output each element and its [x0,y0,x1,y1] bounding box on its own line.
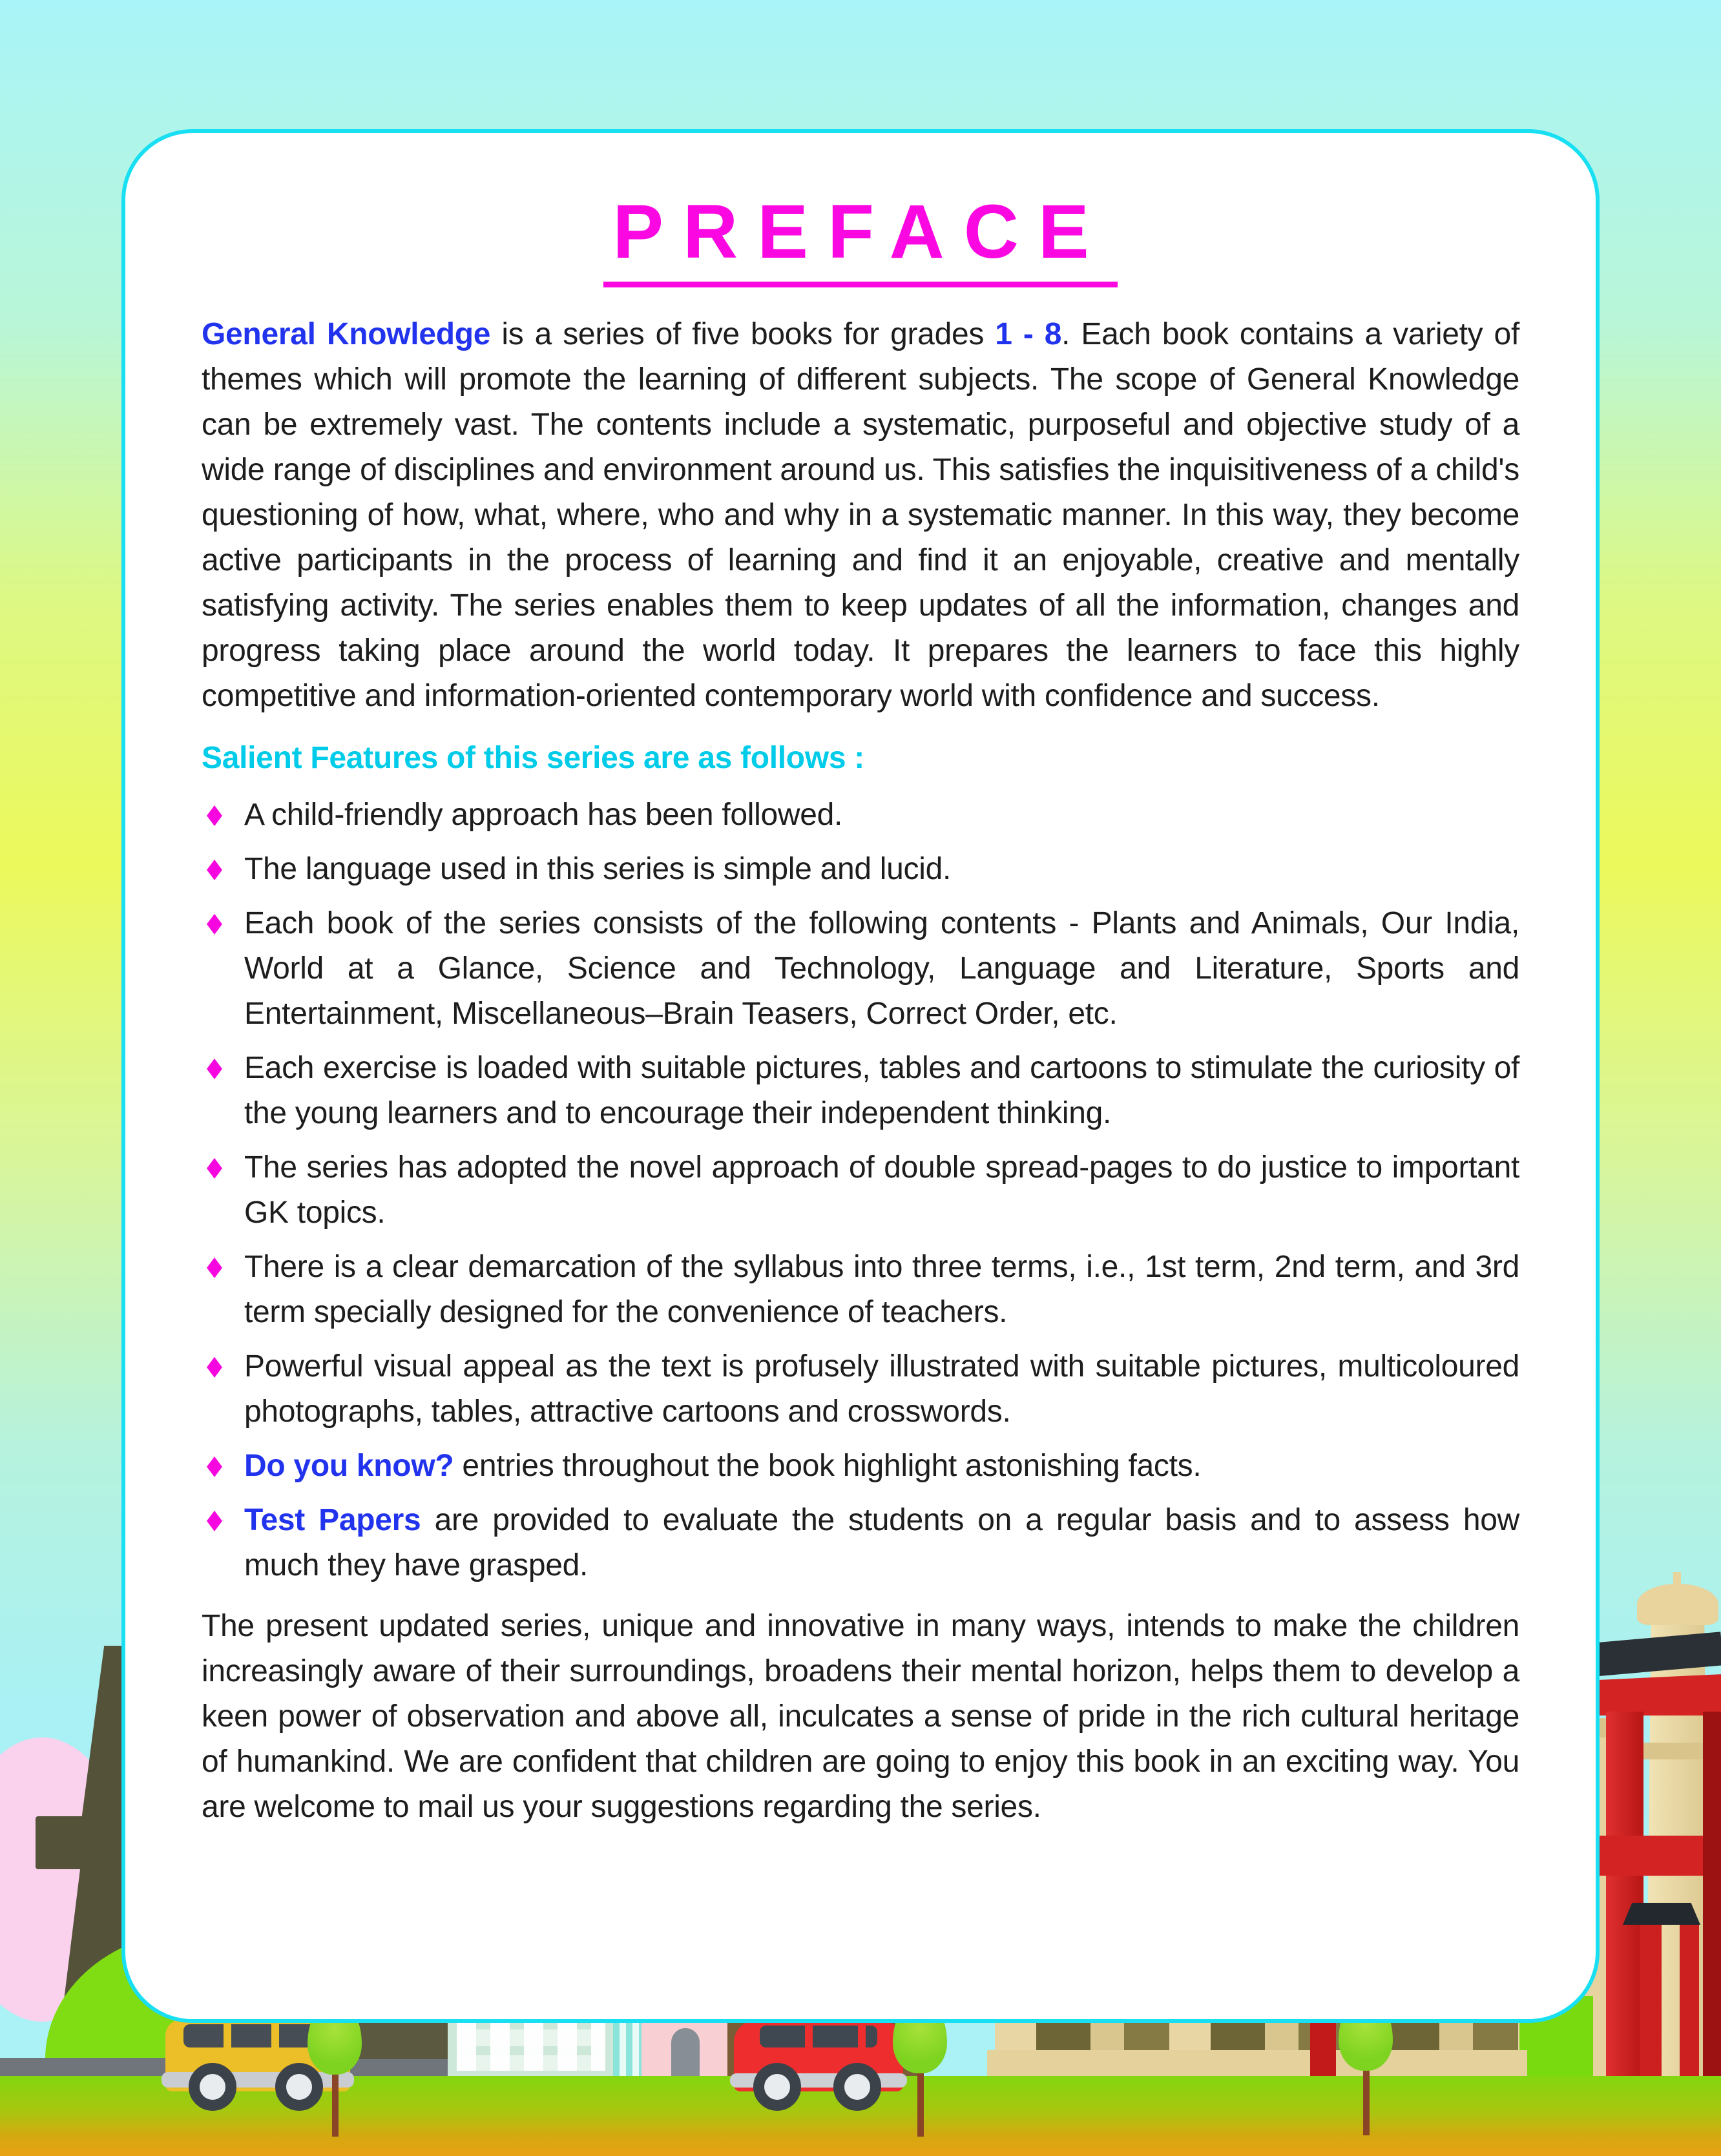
diamond-bullet-icon [207,1158,222,1179]
feature-item-text: Each exercise is loaded with suitable pictures, tables and cartoons to stimulate the curiosity of the young learners and to encourage their independent thinking. [244,1050,1519,1130]
feature-item [202,1498,1519,1588]
red-pillar-illustration [1703,1712,1721,2078]
feature-item-text: A child-friendly approach has been followed. [244,797,843,832]
feature-item-text: There is a clear demarcation of the syllabus into three terms, i.e., 1st term, 2nd term, and 3rd term specially designed for the convenience of teachers. [244,1249,1519,1329]
diamond-bullet-icon [207,805,222,826]
closing-paragraph: The present updated series, unique and innovative in many ways, intends to make the children increasingly aware of their surroundings, broadens their mental horizon, helps them to develop a keen power of observation and above all, inculcates a sense of pride in the rich cultural heritage of humankind. We are confident that children are going to enjoy this book in an exciting way. You are welcome to mail us your suggestions regarding the series. [202,1608,1519,1824]
diamond-bullet-icon [207,914,222,935]
feature-item [202,1245,1519,1335]
small-torii-post-illustration [1680,1925,1699,2078]
small-torii-post-illustration [1640,1925,1662,2078]
feature-item-lead: Test Papers [244,1502,421,1537]
diamond-bullet-icon [207,1059,222,1079]
torii-gate-leg-illustration [1606,1712,1643,2078]
minaret-dome-illustration [1637,1584,1718,1625]
grade-range-text: 1 - 8 [995,316,1062,351]
diamond-bullet-icon [207,860,222,880]
intro-text: is a series of five books for grades [490,316,996,351]
page-title: PREFACE [603,192,1117,287]
feature-item [202,847,1519,892]
intro-text: . Each book contains a variety of themes which will promote the learning of different subjects. The scope of General Knowledge can be extremely vast. The contents include a systematic, purposeful and objective study of a wide range of disciplines and environment around us. This satisfies the inquisitiveness of a child's questioning of how, what, where, who and why in a systematic manner. In this way, they become active participants in the process of learning and find it an enjoyable, creative and mentally satisfying activity. The series enables them to keep updates of all the information, changes and progress taking place around the world today. It prepares the learners to face this highly competitive and information-oriented contemporary world with confidence and success. [202,316,1519,713]
diamond-bullet-icon [207,1258,222,1278]
feature-item-lead: Do you know? [244,1448,454,1483]
diamond-bullet-icon [207,1357,222,1378]
red-car-illustration [734,2020,903,2111]
preface-card [121,129,1600,2023]
series-name-text: General Knowledge [202,316,491,351]
diamond-bullet-icon [207,1511,222,1531]
eiffel-tower-illustration [81,1646,123,1820]
feature-item-text: The language used in this series is simple and lucid. [244,851,952,886]
feature-item-text: The series has adopted the novel approach of double spread-pages to do justice to important GK topics. [244,1150,1519,1230]
feature-item-text: Each book of the series consists of the following contents - Plants and Animals, Our India, World at a Glance, Science and Technology, Language and Literature, Sports and Entertainment, Miscellaneous–Brain Teasers, Correct Order, etc. [244,906,1519,1031]
feature-item-text: are provided to evaluate the students on a regular basis and to assess how much they have grasped. [244,1502,1519,1582]
title-row [202,189,1519,287]
feature-item [202,1145,1519,1236]
intro-paragraph [202,312,1519,719]
feature-item [202,1046,1519,1136]
feature-item [202,901,1519,1037]
feature-item-text: entries throughout the book highlight astonishing facts. [454,1448,1202,1483]
feature-item-text: Powerful visual appeal as the text is profusely illustrated with suitable pictures, multicoloured photographs, tables, attractive cartoons and crosswords. [244,1349,1519,1429]
diamond-bullet-icon [207,1456,222,1477]
features-list [202,793,1519,1588]
feature-item [202,1344,1519,1435]
eiffel-tower-deck-illustration [36,1816,123,1869]
feature-item [202,1444,1519,1489]
feature-item [202,793,1519,838]
small-torii-roof-illustration [1623,1903,1700,1925]
salient-features-heading: Salient Features of this series are as follows : [202,740,864,775]
